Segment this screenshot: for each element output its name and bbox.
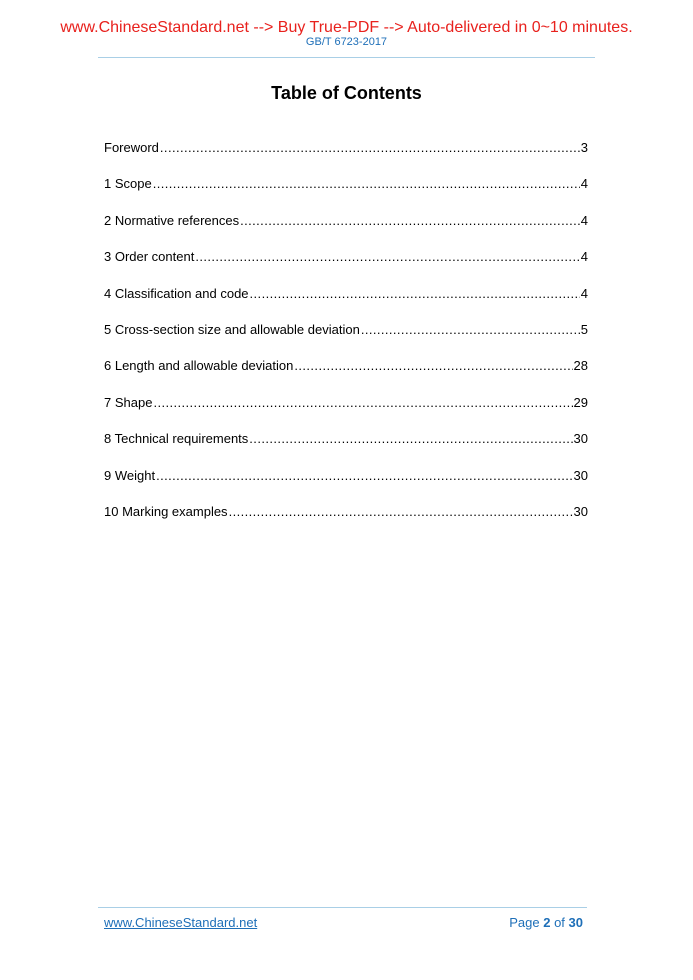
dot-leader (229, 504, 573, 520)
page-current: 2 (543, 915, 551, 930)
toc-entry-label: 6 Length and allowable deviation (104, 358, 294, 374)
toc-entry-label: 9 Weight (104, 467, 156, 483)
toc-entry-page: 30 (573, 503, 588, 519)
dot-leader (156, 468, 572, 484)
toc-entry-page: 30 (573, 467, 588, 483)
toc-entry-label: 2 Normative references (104, 212, 240, 228)
toc-entry-label: 3 Order content (104, 249, 195, 265)
dot-leader (195, 249, 579, 265)
toc-entry-label: 5 Cross-section size and allowable deviation (104, 321, 360, 337)
toc-entry-label: 8 Technical requirements (104, 431, 249, 447)
toc-list (104, 138, 588, 538)
toc-entry-length-and-deviation[interactable] (104, 356, 588, 374)
standard-code: GB/T 6723-2017 (305, 36, 388, 48)
toc-entry-label: 1 Scope (104, 176, 152, 192)
toc-entry-page: 3 (580, 140, 588, 155)
toc-entry-marking-examples[interactable] (104, 502, 588, 520)
dot-leader (294, 358, 572, 374)
page-title: Table of Contents (271, 83, 422, 103)
toc-entry-page: 4 (580, 212, 588, 228)
dot-leader (249, 431, 572, 447)
dot-leader (250, 286, 580, 302)
dot-leader (160, 140, 580, 156)
page-of: of (554, 915, 565, 930)
dot-leader (361, 322, 580, 338)
toc-entry-page: 29 (573, 394, 588, 410)
toc-entry-page: 4 (580, 285, 588, 301)
toc-entry-label: 7 Shape (104, 394, 153, 410)
toc-entry-label: 4 Classification and code (104, 285, 249, 301)
header-divider (98, 57, 595, 58)
toc-entry-page: 5 (580, 321, 588, 337)
toc-entry-normative-references[interactable] (104, 211, 588, 229)
dot-leader (240, 213, 580, 229)
toc-entry-weight[interactable] (104, 466, 588, 484)
page-total: 30 (568, 915, 583, 930)
toc-entry-page: 28 (573, 358, 588, 374)
footer-website-link[interactable]: www.ChineseStandard.net (104, 915, 258, 930)
toc-entry-shape[interactable] (104, 393, 588, 411)
toc-entry-order-content[interactable] (104, 247, 588, 265)
toc-entry-technical-requirements[interactable] (104, 429, 588, 447)
dot-leader (153, 176, 580, 192)
toc-entry-classification-and-code[interactable] (104, 284, 588, 302)
dot-leader (153, 395, 572, 411)
toc-entry-label: 10 Marking examples (104, 503, 228, 519)
toc-entry-page: 4 (580, 249, 588, 265)
toc-entry-scope[interactable] (104, 174, 588, 192)
toc-entry-page: 30 (573, 431, 588, 447)
page-indicator (509, 915, 583, 931)
footer-divider (98, 907, 587, 908)
toc-entry-page: 4 (580, 176, 588, 192)
promo-banner[interactable]: www.ChineseStandard.net --> Buy True-PDF --> Auto-delivered in 0~10 minutes. (60, 19, 633, 36)
toc-entry-label: Foreword (104, 140, 159, 155)
toc-entry-foreword[interactable] (104, 138, 588, 156)
toc-entry-cross-section-size[interactable] (104, 320, 588, 338)
page-prefix: Page (509, 915, 540, 930)
